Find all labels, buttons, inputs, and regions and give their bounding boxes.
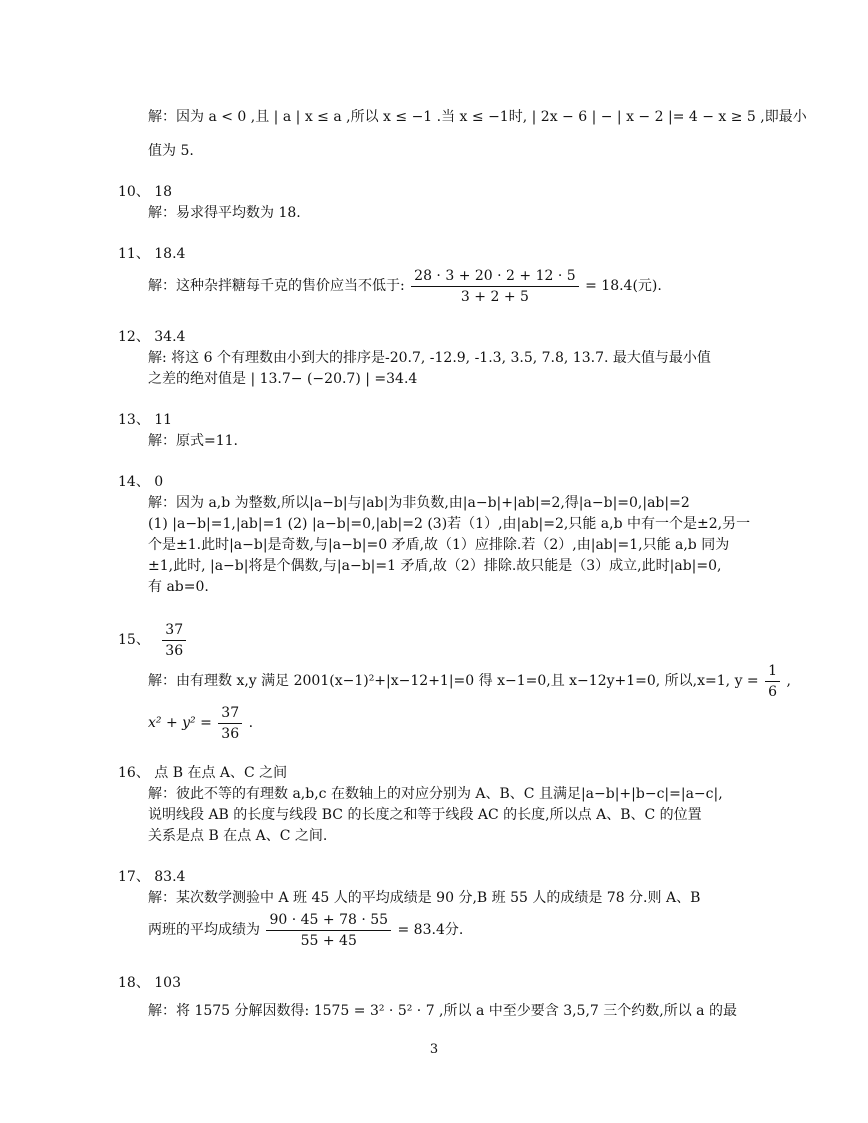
p9-line1: 解：因为 a < 0 ,且 | a | x ≤ a ,所以 x ≤ −1 .当 x ≤ −1时, | 2x − 6 | − | x − 2 |= 4 − x ≥ 5 ,即最小	[148, 109, 807, 125]
p16-heading: 16、 点 B 在点 A、C 之间	[118, 765, 288, 781]
p17-line1: 解：某次数学测验中 A 班 45 人的平均成绩是 90 分,B 班 55 人的成绩是 78 分.则 A、B	[148, 890, 701, 906]
p17-text: 两班的平均成绩为	[148, 922, 260, 938]
p14-line4: ±1,此时, |a−b|将是个偶数,与|a−b|=1 矛盾,故（2）排除.故只能是（3）成立,此时|ab|=0,	[148, 558, 722, 574]
p10-line1: 解：易求得平均数为 18.	[148, 205, 301, 221]
p11-fraction	[411, 268, 578, 305]
p15-y-fraction	[765, 663, 780, 700]
p15-comma: ,	[786, 673, 791, 689]
p13-heading: 13、 11	[118, 412, 173, 428]
p15-heading	[118, 620, 188, 660]
p10-heading: 10、 18	[118, 184, 173, 200]
p11-result: = 18.4(元).	[585, 278, 662, 294]
p14-line5: 有 ab=0.	[148, 579, 209, 595]
p14-line2: (1) |a−b|=1,|ab|=1 (2) |a−b|=0,|ab|=2 (3)若（1）,由|ab|=2,只能 a,b 中有一个是±2,另一	[148, 516, 751, 532]
p18-heading: 18、 103	[118, 975, 181, 991]
p12-line1: 解: 将这 6 个有理数由小到大的排序是-20.7, -12.9, -1.3, 3.5, 7.8, 13.7. 最大值与最小值	[148, 350, 711, 366]
p16-line2: 说明线段 AB 的长度与线段 BC 的长度之和等于线段 AC 的长度,所以点 A、B、C 的位置	[148, 807, 702, 823]
p15-answer-fraction	[162, 622, 186, 659]
p15-number: 15、	[118, 632, 150, 648]
p15-text: 解：由有理数 x,y 满足 2001(x−1)²+|x−12+1|=0 得 x−1=0,且 x−12y+1=0, 所以,x=1, y =	[148, 673, 759, 689]
p15-answer-numerator: 37	[162, 622, 186, 641]
p15-expression: x² + y² =	[148, 715, 212, 731]
p15-sum-numerator: 37	[218, 705, 242, 724]
p15-y-numerator: 1	[765, 663, 780, 682]
p12-heading: 12、 34.4	[118, 329, 186, 345]
p11-denominator: 3 + 2 + 5	[460, 288, 529, 305]
p16-line1: 解：彼此不等的有理数 a,b,c 在数轴上的对应分别为 A、B、C 且满足|a−b|+|b−c|=|a−c|,	[148, 786, 723, 802]
p15-sum-denominator: 36	[221, 725, 240, 742]
p9-line2: 值为 5.	[148, 143, 194, 159]
p13-line1: 解：原式=11.	[148, 433, 238, 449]
p15-line1	[148, 660, 791, 702]
p15-period: .	[248, 715, 254, 731]
p15-answer-denominator: 36	[165, 642, 184, 659]
p17-numerator: 90 · 45 + 78 · 55	[266, 912, 391, 931]
p17-denominator: 55 + 45	[300, 932, 357, 949]
p11-heading: 11、 18.4	[118, 246, 186, 262]
p14-heading: 14、 0	[118, 474, 164, 490]
p17-fraction	[266, 912, 391, 949]
p17-line2	[148, 908, 463, 952]
p11-text: 解：这种杂拌糖每千克的售价应当不低于:	[148, 278, 405, 294]
p17-heading: 17、 83.4	[118, 869, 186, 885]
p14-line3: 个是±1.此时|a−b|是奇数,与|a−b|=0 矛盾,故（1）应排除.若（2）,由|ab|=1,只能 a,b 同为	[148, 537, 730, 553]
page-number: 3	[429, 1042, 439, 1057]
p11-line1	[148, 264, 662, 308]
p15-line2	[148, 702, 253, 744]
p18-line1: 解：将 1575 分解因数得: 1575 = 3² · 5² · 7 ,所以 a 中至少要含 3,5,7 三个约数,所以 a 的最	[148, 1003, 737, 1019]
p11-numerator: 28 · 3 + 20 · 2 + 12 · 5	[411, 268, 578, 287]
p12-line2: 之差的绝对值是 | 13.7− (−20.7) | =34.4	[148, 371, 418, 387]
p15-sum-fraction	[218, 705, 242, 742]
p14-line1: 解：因为 a,b 为整数,所以|a−b|与|ab|为非负数,由|a−b|+|ab|=2,得|a−b|=0,|ab|=2	[148, 495, 690, 511]
p16-line3: 关系是点 B 在点 A、C 之间.	[148, 828, 328, 844]
p17-result: = 83.4分.	[397, 922, 464, 938]
p15-y-denominator: 6	[768, 683, 778, 700]
